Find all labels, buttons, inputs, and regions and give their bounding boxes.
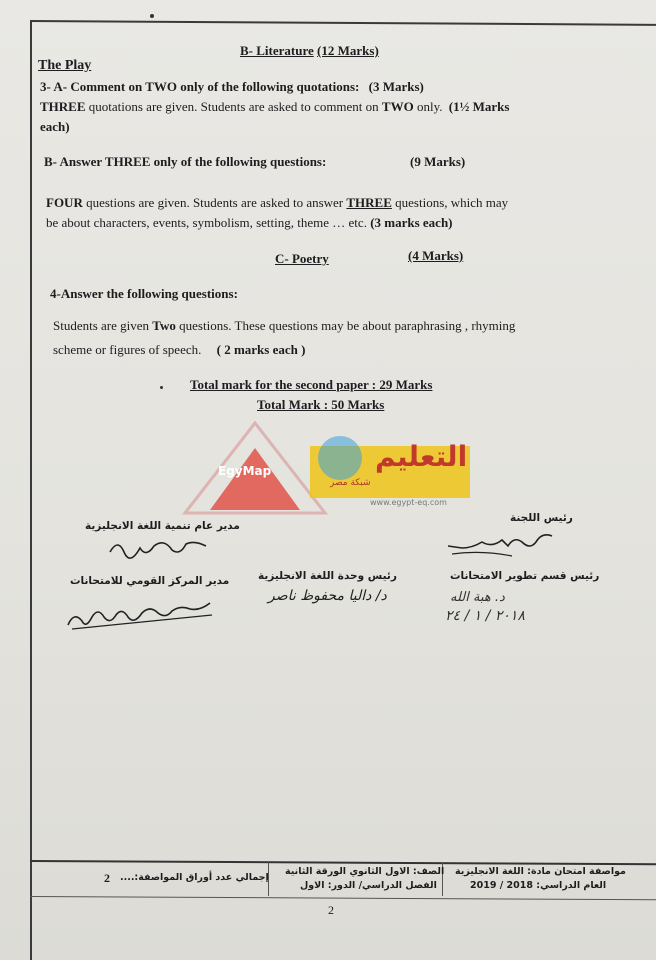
q3a-body-end: only. [413,99,443,114]
signature-english-dev-director [105,530,215,562]
footer-year: العام الدراسي: 2018 / 2019 [470,880,607,891]
literature-heading [240,43,379,59]
sign-committee-head-label: رئيس اللجنة [510,512,573,524]
footer-term: الفصل الدراسي/ الدور: الاول [300,880,437,891]
sign-exam-dev-head-label: رئيس قسم تطوير الامتحانات [450,570,600,582]
q4-body-line1 [53,318,515,334]
footer-total-pages-value: 2 [104,871,110,885]
literature-marks: (12 Marks) [317,43,379,58]
q3a-marks: (3 Marks) [368,79,424,94]
signature-committee-head [440,528,560,560]
watermark-badge: EgyMap [218,464,272,478]
footer-spec: مواصفة امتحان مادة: اللغة الانجليزية [455,866,626,877]
watermark-url: www.egypt-eq.com [370,498,447,507]
dot-mark [150,14,154,18]
q3b-body-text: questions are given. Students are asked to answer [82,195,347,210]
q4-each: ( 2 marks each ) [216,342,306,357]
q3a-heading-text: 3- A- Comment on TWO only of the following quotations: [40,79,360,94]
footer-top-rule [30,860,656,865]
q4-body-text-3: scheme or figures of speech. [53,342,202,357]
q4-body-text: Students are given [53,318,153,333]
q3a-body-text: quotations are given. Students are asked to comment on [85,99,382,114]
q3a-three: THREE [40,99,86,114]
sign-unit-head-name: د/ دالیا محفوظ ناصر [268,588,387,604]
q3a-each-line2: each) [40,119,70,134]
q3a-heading [40,79,424,95]
watermark-logo [180,418,480,518]
signature-national-center-director [62,595,222,635]
q4-body-line2 [53,342,305,358]
q3a-two: TWO [381,99,414,114]
total-second-paper: Total mark for the second paper : 29 Marks [190,377,433,392]
bullet-dot [160,386,163,389]
page-frame-left [30,22,32,960]
q3b-body-line1 [46,195,508,211]
sign-national-center-director-label: مدير المركز القومي للامتحانات [70,575,230,587]
page-frame-top [30,20,656,26]
q3a-body [40,99,509,115]
q3b-heading: B- Answer THREE only of the following questions: [44,154,327,169]
watermark-brand: التعليم [375,440,468,473]
sign-exam-head-name: د. هبة الله [450,590,505,605]
watermark-sub: شبكة مصر [330,478,371,488]
q3b-three: THREE [346,195,392,210]
sign-english-unit-head-label: رئيس وحدة اللغة الانجليزية [258,570,397,582]
poetry-heading: C- Poetry [275,251,329,266]
q4-body-text-2: questions. These questions may be about paraphrasing , rhyming [175,318,516,333]
q3b-four: FOUR [46,195,83,210]
q3b-body-text-2: questions, which may [391,195,509,210]
literature-title: B- Literature [240,43,314,58]
q3b-marks: (9 Marks) [410,154,466,169]
q3b-body-line2 [46,215,453,231]
page-number: 2 [328,903,334,917]
sign-english-dev-director-label: مدير عام تنمية اللغة الانجليزية [85,520,240,532]
q4-heading: 4-Answer the following questions: [50,286,238,301]
sign-exam-date: ٢٠١٨ / ١ / ٢٤ [445,608,525,624]
footer-total-pages: إجمالي عدد أوراق المواصفة:.... [120,872,269,883]
q3b-each: (3 marks each) [370,215,453,230]
q3b-body-text-3: be about characters, events, symbolism, setting, theme … etc. [46,215,367,230]
poetry-marks: (4 Marks) [408,248,464,263]
footer-bottom-rule [30,896,656,900]
footer-grade: الصف: الاول الثانوي الورقة الثانية [285,866,445,877]
q4-two: Two [152,318,176,333]
q3a-each: (1½ Marks [448,99,510,114]
play-heading: The Play [38,58,92,73]
total-mark: Total Mark : 50 Marks [257,397,385,412]
